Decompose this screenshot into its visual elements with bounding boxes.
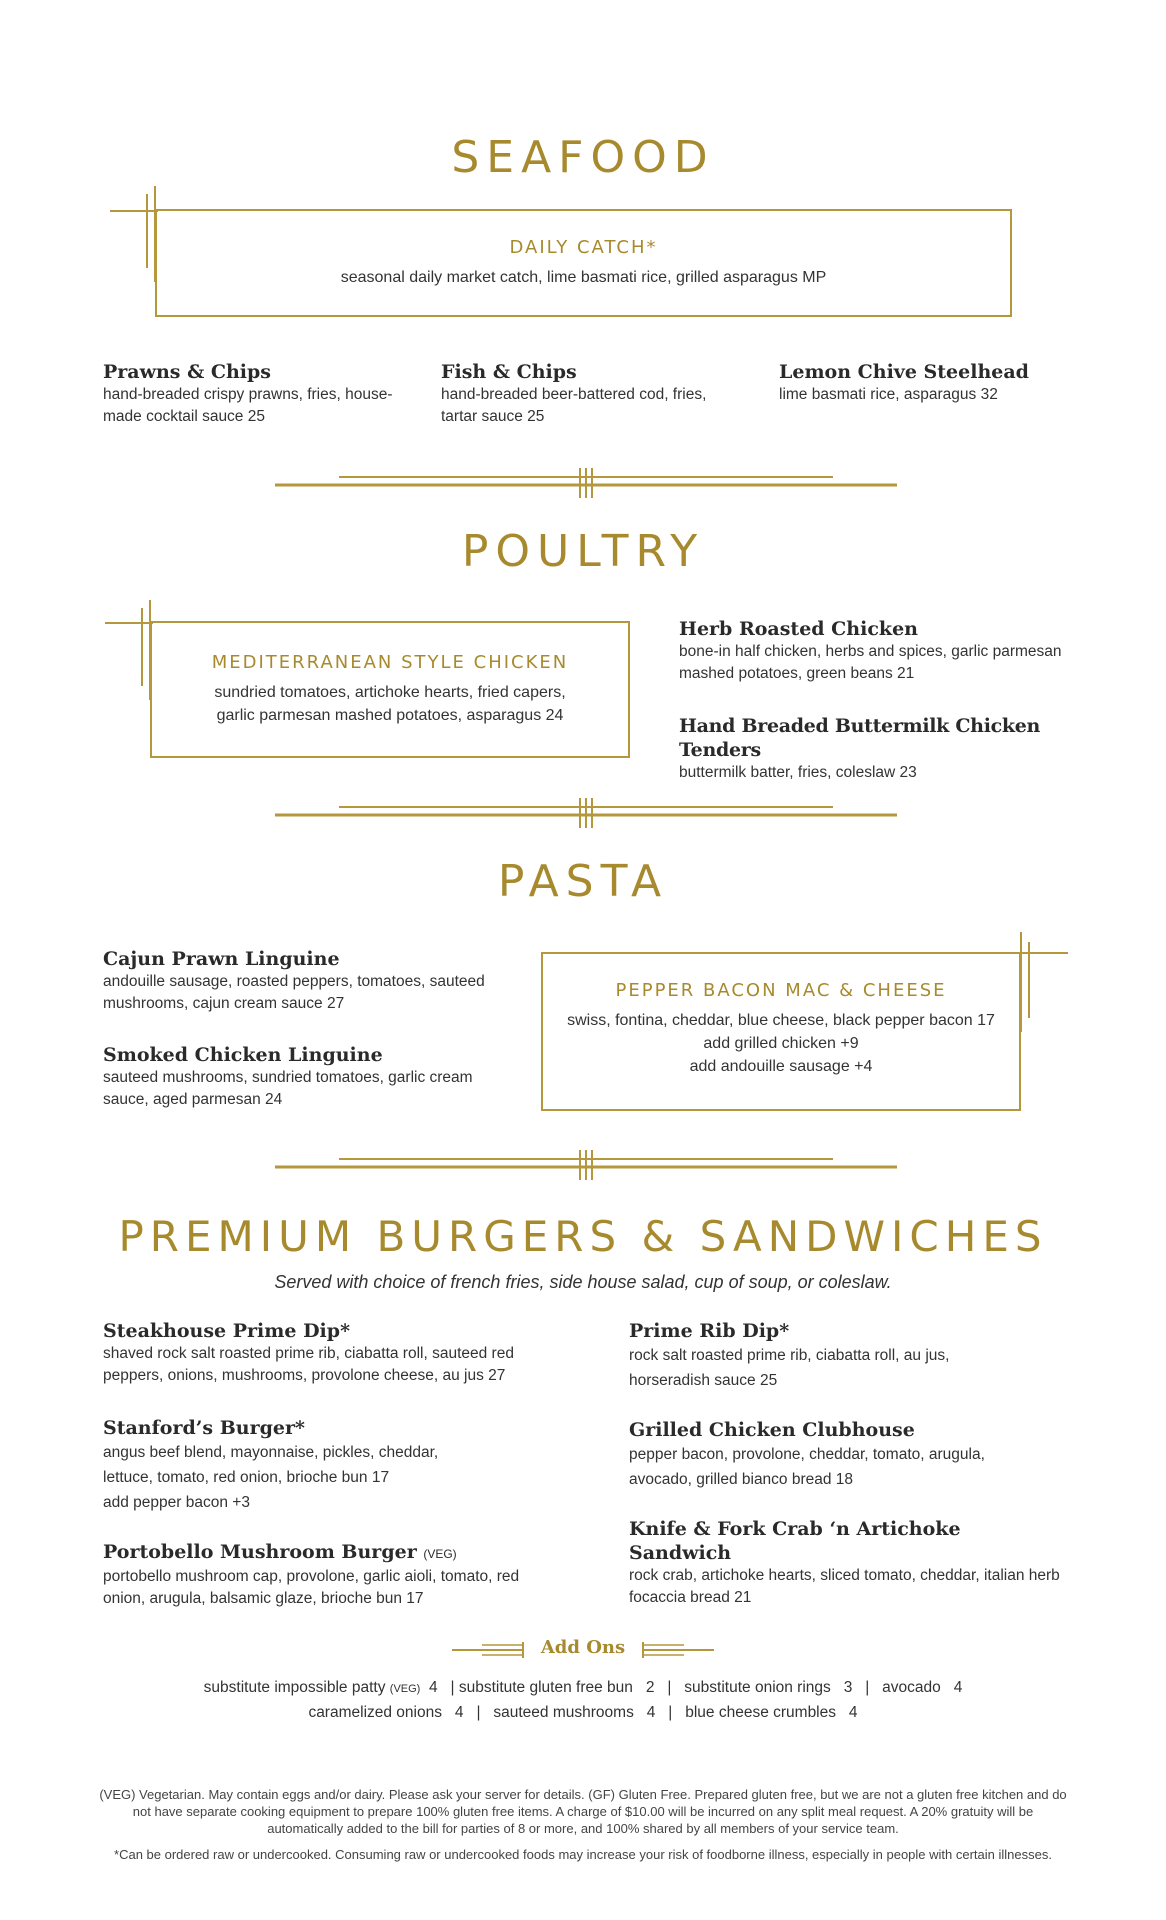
item-name: Cajun Prawn Linguine [103,948,340,970]
daily-catch-name: DAILY CATCH* [509,237,658,258]
item-desc: buttermilk batter, fries, coleslaw 23 [679,764,917,781]
menu-item [103,360,403,428]
item-desc: rock crab, artichoke hearts, sliced tomato, cheddar, italian herb focaccia bread 21 [629,1567,1060,1606]
veg-tag: (VEG) [389,1683,421,1695]
menu-item [103,1540,543,1610]
item-desc: bone-in half chicken, herbs and spices, garlic parmesan mashed potatoes, green beans 21 [679,643,1062,682]
section-divider [275,466,897,502]
daily-catch-desc: seasonal daily market catch, lime basmati rice, grilled asparagus MP [340,269,827,286]
veg-tag: (VEG) [423,1547,457,1561]
menu-item [629,1418,1029,1492]
burgers-title: PREMIUM BURGERS & SANDWICHES [118,1212,1048,1261]
item-name: Knife & Fork Crab ‘n Artichoke Sandwich [629,1518,961,1564]
mac-cheese-desc: swiss, fontina, cheddar, blue cheese, black pepper bacon 17 [567,1012,995,1029]
menu-item [679,617,1079,685]
mediterranean-chicken-desc: sundried tomatoes, artichoke hearts, fried capers, garlic parmesan mashed potatoes, asparagus 24 [214,684,566,724]
menu-item [103,1416,463,1515]
poultry-title: POULTRY [461,526,705,577]
menu-item [103,947,503,1015]
item-desc: angus beef blend, mayonnaise, pickles, cheddar, lettuce, tomato, red onion, brioche bun 17 [103,1444,439,1486]
addon-impossible: substitute impossible patty [203,1679,386,1696]
menu-item [441,360,731,428]
addons-line-1-rest: 4 | substitute gluten free bun 2 | substitute onion rings 3 | avocado 4 [420,1679,963,1696]
item-name: Steakhouse Prime Dip* [103,1320,350,1342]
seafood-title: SEAFOOD [451,132,715,183]
footer-note-2: *Can be ordered raw or undercooked. Consuming raw or undercooked foods may increase your risk of foodborne illness, especially in people with certain illnesses. [114,1847,1052,1862]
item-name [103,1540,543,1566]
mac-cheese-add-chicken: add grilled chicken +9 [703,1035,859,1052]
section-divider [275,796,897,832]
section-divider [275,1148,897,1184]
item-name: Hand Breaded Buttermilk Chicken Tenders [679,715,1041,761]
addons-title: Add Ons [540,1637,626,1658]
menu-item [679,714,1099,784]
pasta-title: PASTA [497,856,669,907]
item-desc: shaved rock salt roasted prime rib, ciabatta roll, sauteed red peppers, onions, mushrooms, provolone cheese, au jus 27 [103,1345,514,1384]
item-desc-line2: horseradish sauce 25 [629,1372,778,1389]
menu-item [629,1319,1029,1393]
item-name: Smoked Chicken Linguine [103,1044,383,1066]
item-desc: pepper bacon, provolone, cheddar, tomato, arugula, [629,1446,985,1463]
item-desc: lime basmati rice, asparagus 32 [779,386,998,403]
mediterranean-chicken-box [150,621,630,758]
item-name: Stanford’s Burger* [103,1417,305,1439]
item-desc: hand-breaded beer-battered cod, fries, tartar sauce 25 [441,386,707,425]
item-desc: hand-breaded crispy prawns, fries, house-made cocktail sauce 25 [103,386,393,425]
item-desc: sauteed mushrooms, sundried tomatoes, garlic cream sauce, aged parmesan 24 [103,1069,473,1108]
item-extra: add pepper bacon +3 [103,1494,250,1511]
mediterranean-chicken-name: MEDITERRANEAN STYLE CHICKEN [211,652,569,673]
mac-cheese-box [541,952,1021,1111]
daily-catch-box [155,209,1012,317]
footer-note-1: (VEG) Vegetarian. May contain eggs and/or dairy. Please ask your server for details. (GF) Gluten Free. Prepared gluten free, but we are not a gluten free kitchen and do not have separate cooking equipment to prepare 100% gluten free items. A charge of $10.00 will be incurred on any split meal request. A 20% gratuity will be automatically added to the bill for parties of 8 or more, and 100% shared by all members of your service team. [99,1787,1067,1836]
addons-line-1 [0,1679,1166,1697]
addons-line-2: caramelized onions 4 | sauteed mushrooms 4 | blue cheese crumbles 4 [308,1704,858,1721]
menu-item [629,1517,1069,1609]
burgers-subtitle: Served with choice of french fries, side house salad, cup of soup, or coleslaw. [274,1272,892,1292]
item-desc-line2: avocado, grilled bianco bread 18 [629,1471,854,1488]
item-desc: portobello mushroom cap, provolone, garlic aioli, tomato, red onion, arugula, balsamic glaze, brioche bun 17 [103,1568,520,1607]
item-name: Herb Roasted Chicken [679,618,918,640]
mac-cheese-add-sausage: add andouille sausage +4 [689,1058,873,1075]
mac-cheese-name: PEPPER BACON MAC & CHEESE [615,980,947,1001]
menu-item [103,1043,483,1111]
menu-item [779,360,1079,406]
menu-item [103,1319,543,1387]
item-desc: rock salt roasted prime rib, ciabatta roll, au jus, [629,1347,950,1364]
item-name: Prawns & Chips [103,361,271,383]
item-desc: andouille sausage, roasted peppers, tomatoes, sauteed mushrooms, cajun cream sauce 27 [103,973,485,1012]
item-name: Fish & Chips [441,361,577,383]
item-name-text: Portobello Mushroom Burger [103,1541,417,1563]
item-name: Grilled Chicken Clubhouse [629,1419,915,1441]
item-name: Lemon Chive Steelhead [779,361,1029,383]
item-name: Prime Rib Dip* [629,1320,790,1342]
